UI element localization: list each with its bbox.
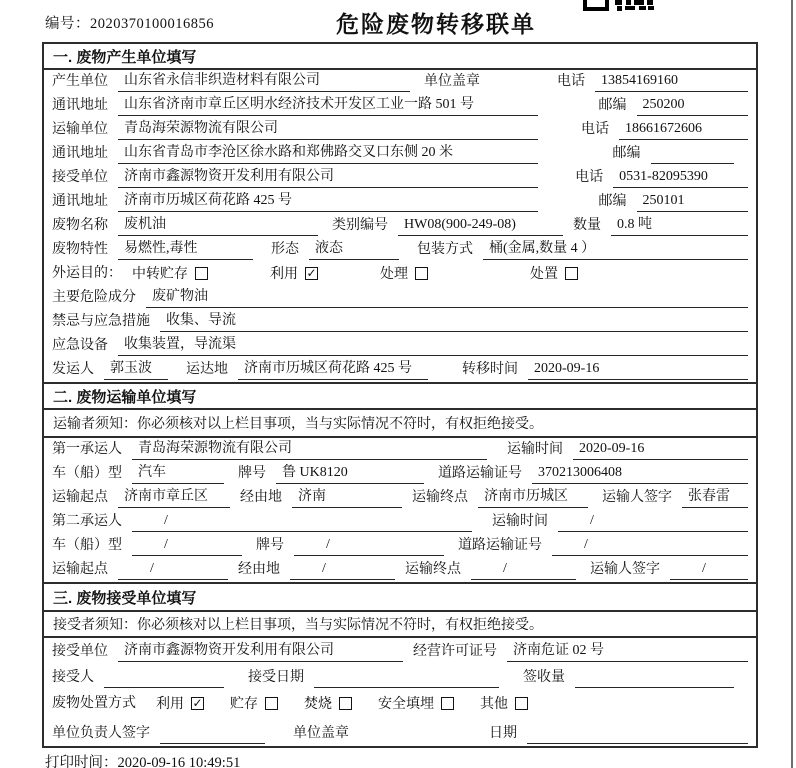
transport-time1-field: 2020-09-16 (573, 440, 748, 460)
accept-unit-field: 济南市鑫源物资开发利用有限公司 (118, 642, 403, 662)
section3-header: 三. 废物接受单位填写 (44, 582, 756, 612)
form-field: 液态 (309, 240, 399, 260)
shipper-label: 发运人 (52, 362, 94, 377)
end2-field: / (471, 560, 576, 580)
via2-label: 经由地 (238, 562, 280, 577)
section1-header: 一. 废物产生单位填写 (44, 44, 756, 70)
landfill-checkbox (441, 697, 454, 710)
license-field: 济南危证 02 号 (507, 642, 748, 662)
via2-field: / (290, 560, 395, 580)
option-other (480, 693, 528, 713)
receiver-address-row (44, 190, 756, 214)
serial-label: 编号： (45, 16, 90, 32)
manager-sign-field (160, 742, 265, 744)
transporter-field: 青岛海荣源物流有限公司 (118, 120, 538, 140)
hazard-label: 主要危险成分 (52, 290, 136, 305)
sign1-field: 张春雷 (682, 488, 748, 508)
producer-zip-label: 邮编 (598, 98, 627, 113)
receiver-address-field: 济南市历城区荷花路 425 号 (118, 192, 538, 212)
accept-date-label: 接受日期 (248, 670, 304, 685)
equipment-label: 应急设备 (52, 338, 108, 353)
receiver-row (44, 166, 756, 190)
via1-label: 经由地 (240, 490, 282, 505)
origin1-label: 运输起点 (52, 490, 108, 505)
recycle-label: 利用 (270, 267, 298, 282)
treat-checkbox (415, 267, 428, 280)
sign2-field: / (670, 560, 748, 580)
option-recycle (270, 263, 318, 283)
received-qty-label: 签收量 (523, 670, 565, 685)
producer-zip-field: 250200 (637, 96, 749, 116)
receiver-zip-field: 250101 (637, 192, 749, 212)
packing-label: 包装方式 (417, 242, 473, 257)
received-qty-field (575, 686, 734, 688)
shipper-row (44, 358, 756, 382)
transporter-zip-label: 邮编 (612, 146, 641, 161)
producer-label: 产生单位 (52, 74, 108, 89)
disposal-label: 废物处置方式 (52, 696, 136, 711)
carrier2-label: 第二承运人 (52, 514, 122, 529)
accept-unit-row (44, 638, 756, 664)
unit-seal2-label: 单位盖章 (293, 726, 349, 741)
transporter-address-label: 通讯地址 (52, 146, 108, 161)
unit-seal-label: 单位盖章 (424, 74, 480, 89)
transporter-zip-field (651, 162, 735, 164)
vehicle2-label: 车（船）型 (52, 538, 122, 553)
option-recycle (156, 693, 204, 713)
permit1-label: 道路运输证号 (438, 466, 522, 481)
permit1-field: 370213006408 (532, 464, 748, 484)
receiver-label: 接受单位 (52, 170, 108, 185)
option-landfill (378, 693, 454, 713)
packing-field: 桶(金属,数量 4 ） (483, 240, 748, 260)
recycle-checkbox: ✓ (306, 266, 317, 280)
print-time (45, 751, 240, 768)
manager-sign-label: 单位负责人签字 (52, 726, 150, 741)
acceptor-label: 接受人 (52, 670, 94, 685)
origin2-field: / (118, 560, 228, 580)
permit2-label: 道路运输证号 (458, 538, 542, 553)
transport-time2-label: 运输时间 (492, 514, 548, 529)
transit-storage-label: 中转贮存 (132, 267, 188, 282)
recycle-checkbox: ✓ (192, 696, 203, 710)
option-dispose (530, 263, 578, 283)
hazard-field: 废矿物油 (146, 288, 748, 308)
other-label: 其他 (480, 697, 508, 712)
plate2-label: 牌号 (256, 538, 284, 553)
transporter-label: 运输单位 (52, 122, 108, 137)
emergency-row (44, 310, 756, 334)
end1-field: 济南市历城区 (478, 488, 588, 508)
option-store (230, 693, 278, 713)
waste-name-field: 废机油 (118, 216, 318, 236)
producer-address-label: 通讯地址 (52, 98, 108, 113)
vehicle1-label: 车（船）型 (52, 466, 122, 481)
carrier2-field: / (132, 512, 472, 532)
quantity-label: 数量 (573, 218, 601, 233)
producer-phone-field: 13854169160 (595, 72, 748, 92)
print-time-value: 2020-09-16 10:49:51 (117, 755, 241, 768)
vehicle1-row (44, 462, 756, 486)
option-treat (380, 263, 428, 283)
page-edge-line (791, 0, 793, 768)
disposal-options (156, 693, 554, 716)
origin1-field: 济南市章丘区 (118, 488, 230, 508)
date-field (527, 742, 748, 744)
vehicle1-field: 汽车 (132, 464, 224, 484)
qr-code-fragment (582, 0, 654, 11)
accept-unit-label: 接受单位 (52, 644, 108, 659)
transporter-notice: 运输者须知：你必须核对以上栏目事项，当与实际情况不符时，有权拒绝接受。 (44, 410, 756, 438)
waste-name-row (44, 214, 756, 238)
receiver-phone-label: 电话 (575, 170, 604, 185)
receiver-phone-field: 0531-82095390 (613, 168, 748, 188)
route2-row (44, 558, 756, 582)
vehicle2-row (44, 534, 756, 558)
end1-label: 运输终点 (412, 490, 468, 505)
transport-time1-label: 运输时间 (507, 442, 563, 457)
plate1-label: 牌号 (238, 466, 266, 481)
transporter-address-field: 山东省青岛市李沧区徐水路和郑佛路交叉口东侧 20 米 (118, 144, 538, 164)
serial-value: 2020370100016856 (90, 16, 214, 32)
plate2-field: / (294, 536, 444, 556)
carrier1-row (44, 438, 756, 462)
other-checkbox (515, 697, 528, 710)
category-field: HW08(900-249-08) (398, 216, 563, 236)
carrier2-row (44, 510, 756, 534)
destination-field: 济南市历城区荷花路 425 号 (238, 360, 428, 380)
producer-address-field: 山东省济南市章丘区明水经济技术开发区工业一路 501 号 (118, 96, 538, 116)
manager-sign-row (44, 716, 756, 746)
producer-row (44, 70, 756, 94)
accept-date-field (314, 686, 499, 688)
receiver-address-label: 通讯地址 (52, 194, 108, 209)
landfill-label: 安全填埋 (378, 697, 434, 712)
transfer-time-label: 转移时间 (462, 362, 518, 377)
equipment-row (44, 334, 756, 358)
producer-address-row (44, 94, 756, 118)
receiver-notice: 接受者须知：你必须核对以上栏目事项，当与实际情况不符时，有权拒绝接受。 (44, 612, 756, 638)
transfer-time-field: 2020-09-16 (528, 360, 748, 380)
acceptor-row (44, 664, 756, 690)
manifest-form (42, 42, 758, 748)
origin2-label: 运输起点 (52, 562, 108, 577)
emergency-field: 收集、导流 (160, 312, 748, 332)
waste-trait-row (44, 238, 756, 262)
option-incinerate (304, 693, 352, 713)
category-label: 类别编号 (332, 218, 388, 233)
transporter-address-row (44, 142, 756, 166)
waste-trait-label: 废物特性 (52, 242, 108, 257)
section2-header: 二. 废物运输单位填写 (44, 382, 756, 410)
equipment-field: 收集装置，导流渠 (118, 336, 748, 356)
serial-number (45, 12, 214, 33)
acceptor-field (104, 686, 224, 688)
transport-time2-field: / (558, 512, 748, 532)
emergency-label: 禁忌与应急措施 (52, 314, 150, 329)
dispose-checkbox (565, 267, 578, 280)
page-title: 危险废物转移联单 (336, 11, 536, 37)
receiver-field: 济南市鑫源物资开发利用有限公司 (118, 168, 538, 188)
print-time-label: 打印时间： (45, 755, 118, 768)
store-label: 贮存 (230, 697, 258, 712)
transit-storage-checkbox (195, 267, 208, 280)
sign1-label: 运输人签字 (602, 490, 672, 505)
hazard-row (44, 286, 756, 310)
via1-field: 济南 (292, 488, 402, 508)
purpose-row (44, 262, 756, 286)
shipper-field: 郭玉波 (104, 360, 168, 380)
sign2-label: 运输人签字 (590, 562, 660, 577)
carrier1-field: 青岛海荣源物流有限公司 (132, 440, 487, 460)
purpose-label: 外运目的： (52, 266, 122, 281)
destination-label: 运达地 (186, 362, 228, 377)
vehicle2-field: / (132, 536, 242, 556)
date-label: 日期 (489, 726, 517, 741)
transporter-row (44, 118, 756, 142)
route1-row (44, 486, 756, 510)
plate1-field: 鲁 UK8120 (276, 464, 424, 484)
receiver-zip-label: 邮编 (598, 194, 627, 209)
end2-label: 运输终点 (405, 562, 461, 577)
recycle-label: 利用 (156, 697, 184, 712)
quantity-field: 0.8 吨 (611, 216, 748, 236)
store-checkbox (265, 697, 278, 710)
dispose-label: 处置 (530, 267, 558, 282)
producer-phone-label: 电话 (557, 74, 585, 89)
waste-name-label: 废物名称 (52, 218, 108, 233)
treat-label: 处理 (380, 267, 408, 282)
incinerate-checkbox (339, 697, 352, 710)
purpose-options (132, 263, 640, 286)
transporter-phone-label: 电话 (581, 122, 609, 137)
permit2-field: / (552, 536, 748, 556)
waste-trait-field: 易燃性,毒性 (118, 240, 253, 260)
form-label: 形态 (271, 242, 299, 257)
license-label: 经营许可证号 (413, 644, 497, 659)
option-transit-storage (132, 263, 208, 283)
incinerate-label: 焚烧 (304, 697, 332, 712)
carrier1-label: 第一承运人 (52, 442, 122, 457)
producer-field: 山东省永信非织造材料有限公司 (118, 72, 410, 92)
transporter-phone-field: 18661672606 (619, 120, 748, 140)
disposal-row (44, 690, 756, 716)
